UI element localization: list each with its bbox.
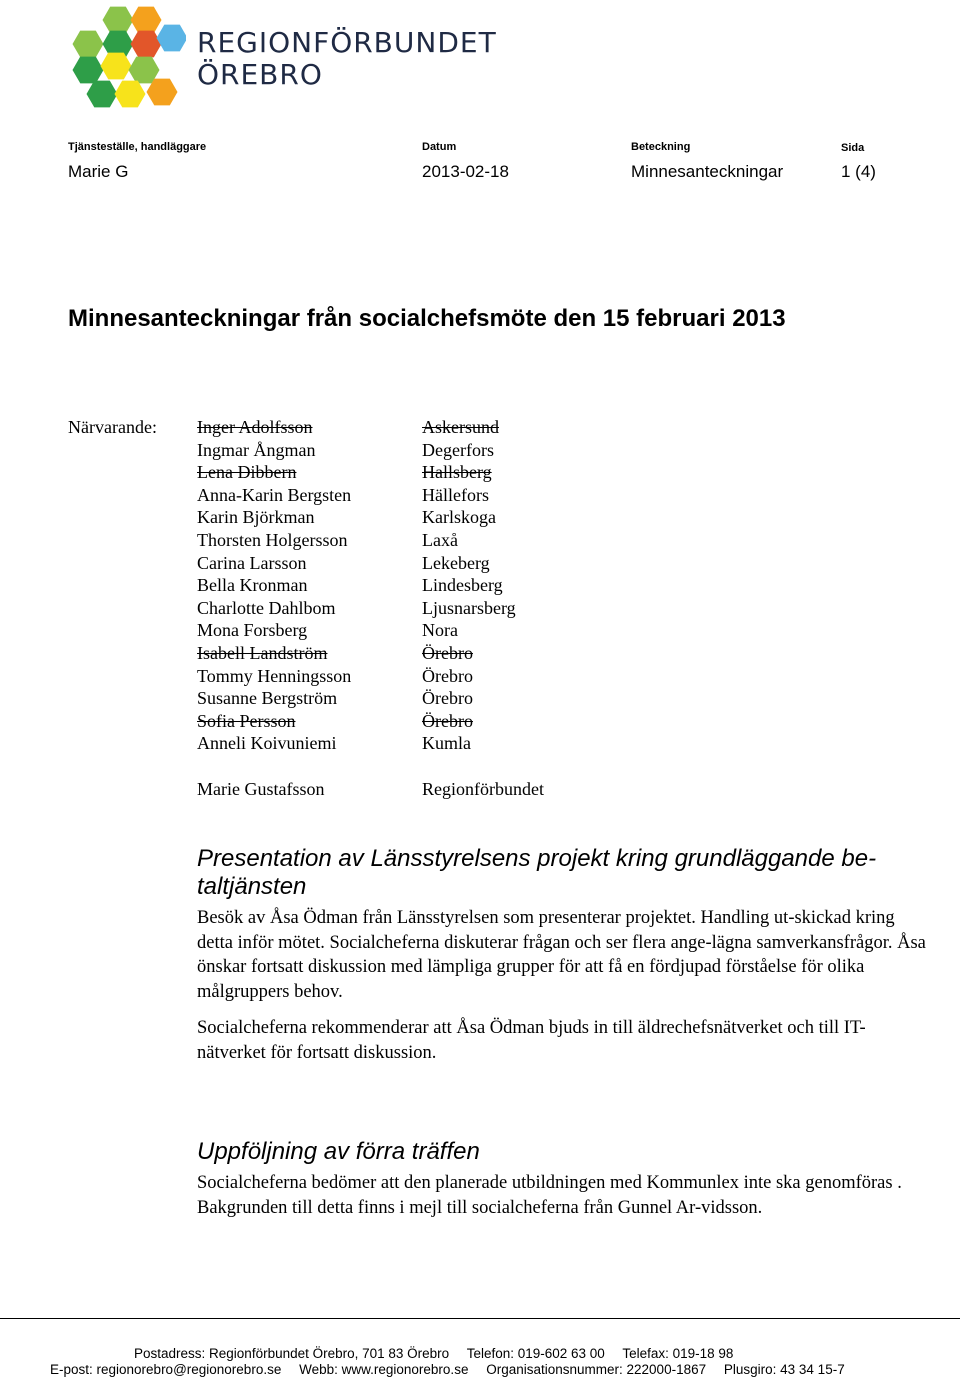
attendee-municipality: Karlskoga (422, 507, 496, 528)
attendee-name: Isabell Landström (197, 642, 328, 663)
attendee-municipality: Askersund (422, 417, 499, 437)
attendee-name: Bella Kronman (197, 575, 308, 596)
footer-divider (0, 1318, 960, 1319)
logo-hexagon (157, 25, 187, 52)
attendee-extra-name: Marie Gustafsson (197, 779, 325, 799)
attendee-name: Charlotte Dahlbom (197, 597, 336, 618)
attendee-municipality: Örebro (422, 665, 473, 686)
attendee-municipality: Kumla (422, 733, 471, 754)
section-heading-followup: Uppföljning av förra träffen (197, 1138, 480, 1165)
attendee-municipality: Örebro (422, 688, 473, 709)
footer-org-number: Organisationsnummer: 222000-1867 (486, 1362, 707, 1377)
logo-hexagon (87, 81, 118, 108)
attendee-municipality: Hällefors (422, 484, 489, 505)
logo-hexagon (73, 31, 104, 58)
attendee-municipality: Ljusnarsberg (422, 597, 516, 618)
footer-website: Webb: www.regionorebro.se (299, 1362, 469, 1377)
attendee-name: Anna-Karin Bergsten (197, 484, 352, 505)
logo-hexagon (131, 7, 162, 34)
section-heading-presentation: Presentation av Länsstyrelsens projekt kring grundläggande be-taltjänsten (197, 845, 877, 900)
attendee-name: Ingmar Ångman (197, 439, 316, 460)
date-label: Datum (422, 141, 457, 153)
logo-hexagon (115, 81, 146, 108)
attendee-municipality: Örebro (422, 710, 473, 731)
regionforbundet-logo (66, 2, 186, 110)
reference-label: Beteckning (631, 141, 691, 153)
attendance-label: Närvarande: (68, 417, 157, 437)
attendee-name: Carina Larsson (197, 552, 307, 573)
attendee-name: Thorsten Holgersson (197, 529, 348, 550)
attendee-municipality: Hallsberg (422, 462, 492, 483)
attendee-name: Inger Adolfsson (197, 417, 313, 437)
logo-text-line2: ÖREBRO (197, 58, 323, 91)
handler-value: Marie G (68, 162, 129, 181)
attendee-name: Tommy Henningsson (197, 665, 352, 686)
date-value: 2013-02-18 (422, 162, 509, 181)
attendee-municipality: Degerfors (422, 439, 494, 460)
attendee-name: Susanne Bergström (197, 688, 338, 709)
footer-fax: Telefax: 019-18 98 (622, 1346, 734, 1361)
page-number: 1 (4) (841, 162, 876, 181)
attendee-municipality: Nora (422, 620, 458, 641)
attendee-municipality: Laxå (422, 529, 458, 550)
attendee-names (197, 416, 351, 755)
logo-text-line1: REGIONFÖRBUNDET (197, 26, 497, 59)
handler-label: Tjänsteställe, handläggare (68, 141, 207, 153)
attendee-name: Karin Björkman (197, 507, 315, 528)
section-paragraph: Socialcheferna bedömer att den planerade utbildningen med Kommunlex inte ska genomföras . Bakgrunden till detta finns i mejl till socialcheferna från Gunnel Ar-vidsson. (197, 1173, 902, 1218)
logo-hexagon (101, 53, 132, 80)
footer-line-1 (134, 1346, 747, 1361)
attendee-name: Anneli Koivuniemi (197, 733, 337, 754)
attendee-name: Sofia Persson (197, 710, 296, 731)
attendee-name: Lena Dibbern (197, 462, 297, 483)
section-paragraph: Besök av Åsa Ödman från Länsstyrelsen som presenterar projektet. Handling ut-skickad kring detta inför mötet. Socialcheferna diskuterar frågan och ser flera ange-lägna samverkansfrågor. Åsa önskar fortsatt diskussion med lämpliga grupper för att få en fördjupad förståelse för olika målgruppers behov. (197, 908, 926, 1003)
footer-postal-address: Postadress: Regionförbundet Örebro, 701 83 Örebro (134, 1346, 450, 1361)
logo-hexagon (73, 57, 104, 84)
attendee-municipality: Örebro (422, 642, 473, 663)
attendee-extra-place: Regionförbundet (422, 779, 544, 799)
attendee-places (422, 416, 516, 755)
document-title: Minnesanteckningar från socialchefsmöte den 15 februari 2013 (68, 305, 786, 332)
attendee-name: Mona Forsberg (197, 620, 308, 641)
logo-hexagon (131, 31, 162, 58)
footer-line-2 (50, 1362, 859, 1377)
attendee-municipality: Lekeberg (422, 552, 490, 573)
section-paragraph: Socialcheferna rekommenderar att Åsa Ödman bjuds in till äldrechefsnätverket och till IT-nätverket för fortsatt diskussion. (197, 1018, 866, 1063)
footer-plusgiro: Plusgiro: 43 34 15-7 (723, 1362, 845, 1377)
page-label: Sida (841, 142, 865, 154)
attendee-municipality: Lindesberg (422, 575, 503, 596)
footer-phone: Telefon: 019-602 63 00 (466, 1346, 605, 1361)
footer-email: E-post: regionorebro@regionorebro.se (50, 1362, 282, 1377)
logo-hexagon (103, 7, 134, 34)
reference-value: Minnesanteckningar (631, 162, 784, 181)
